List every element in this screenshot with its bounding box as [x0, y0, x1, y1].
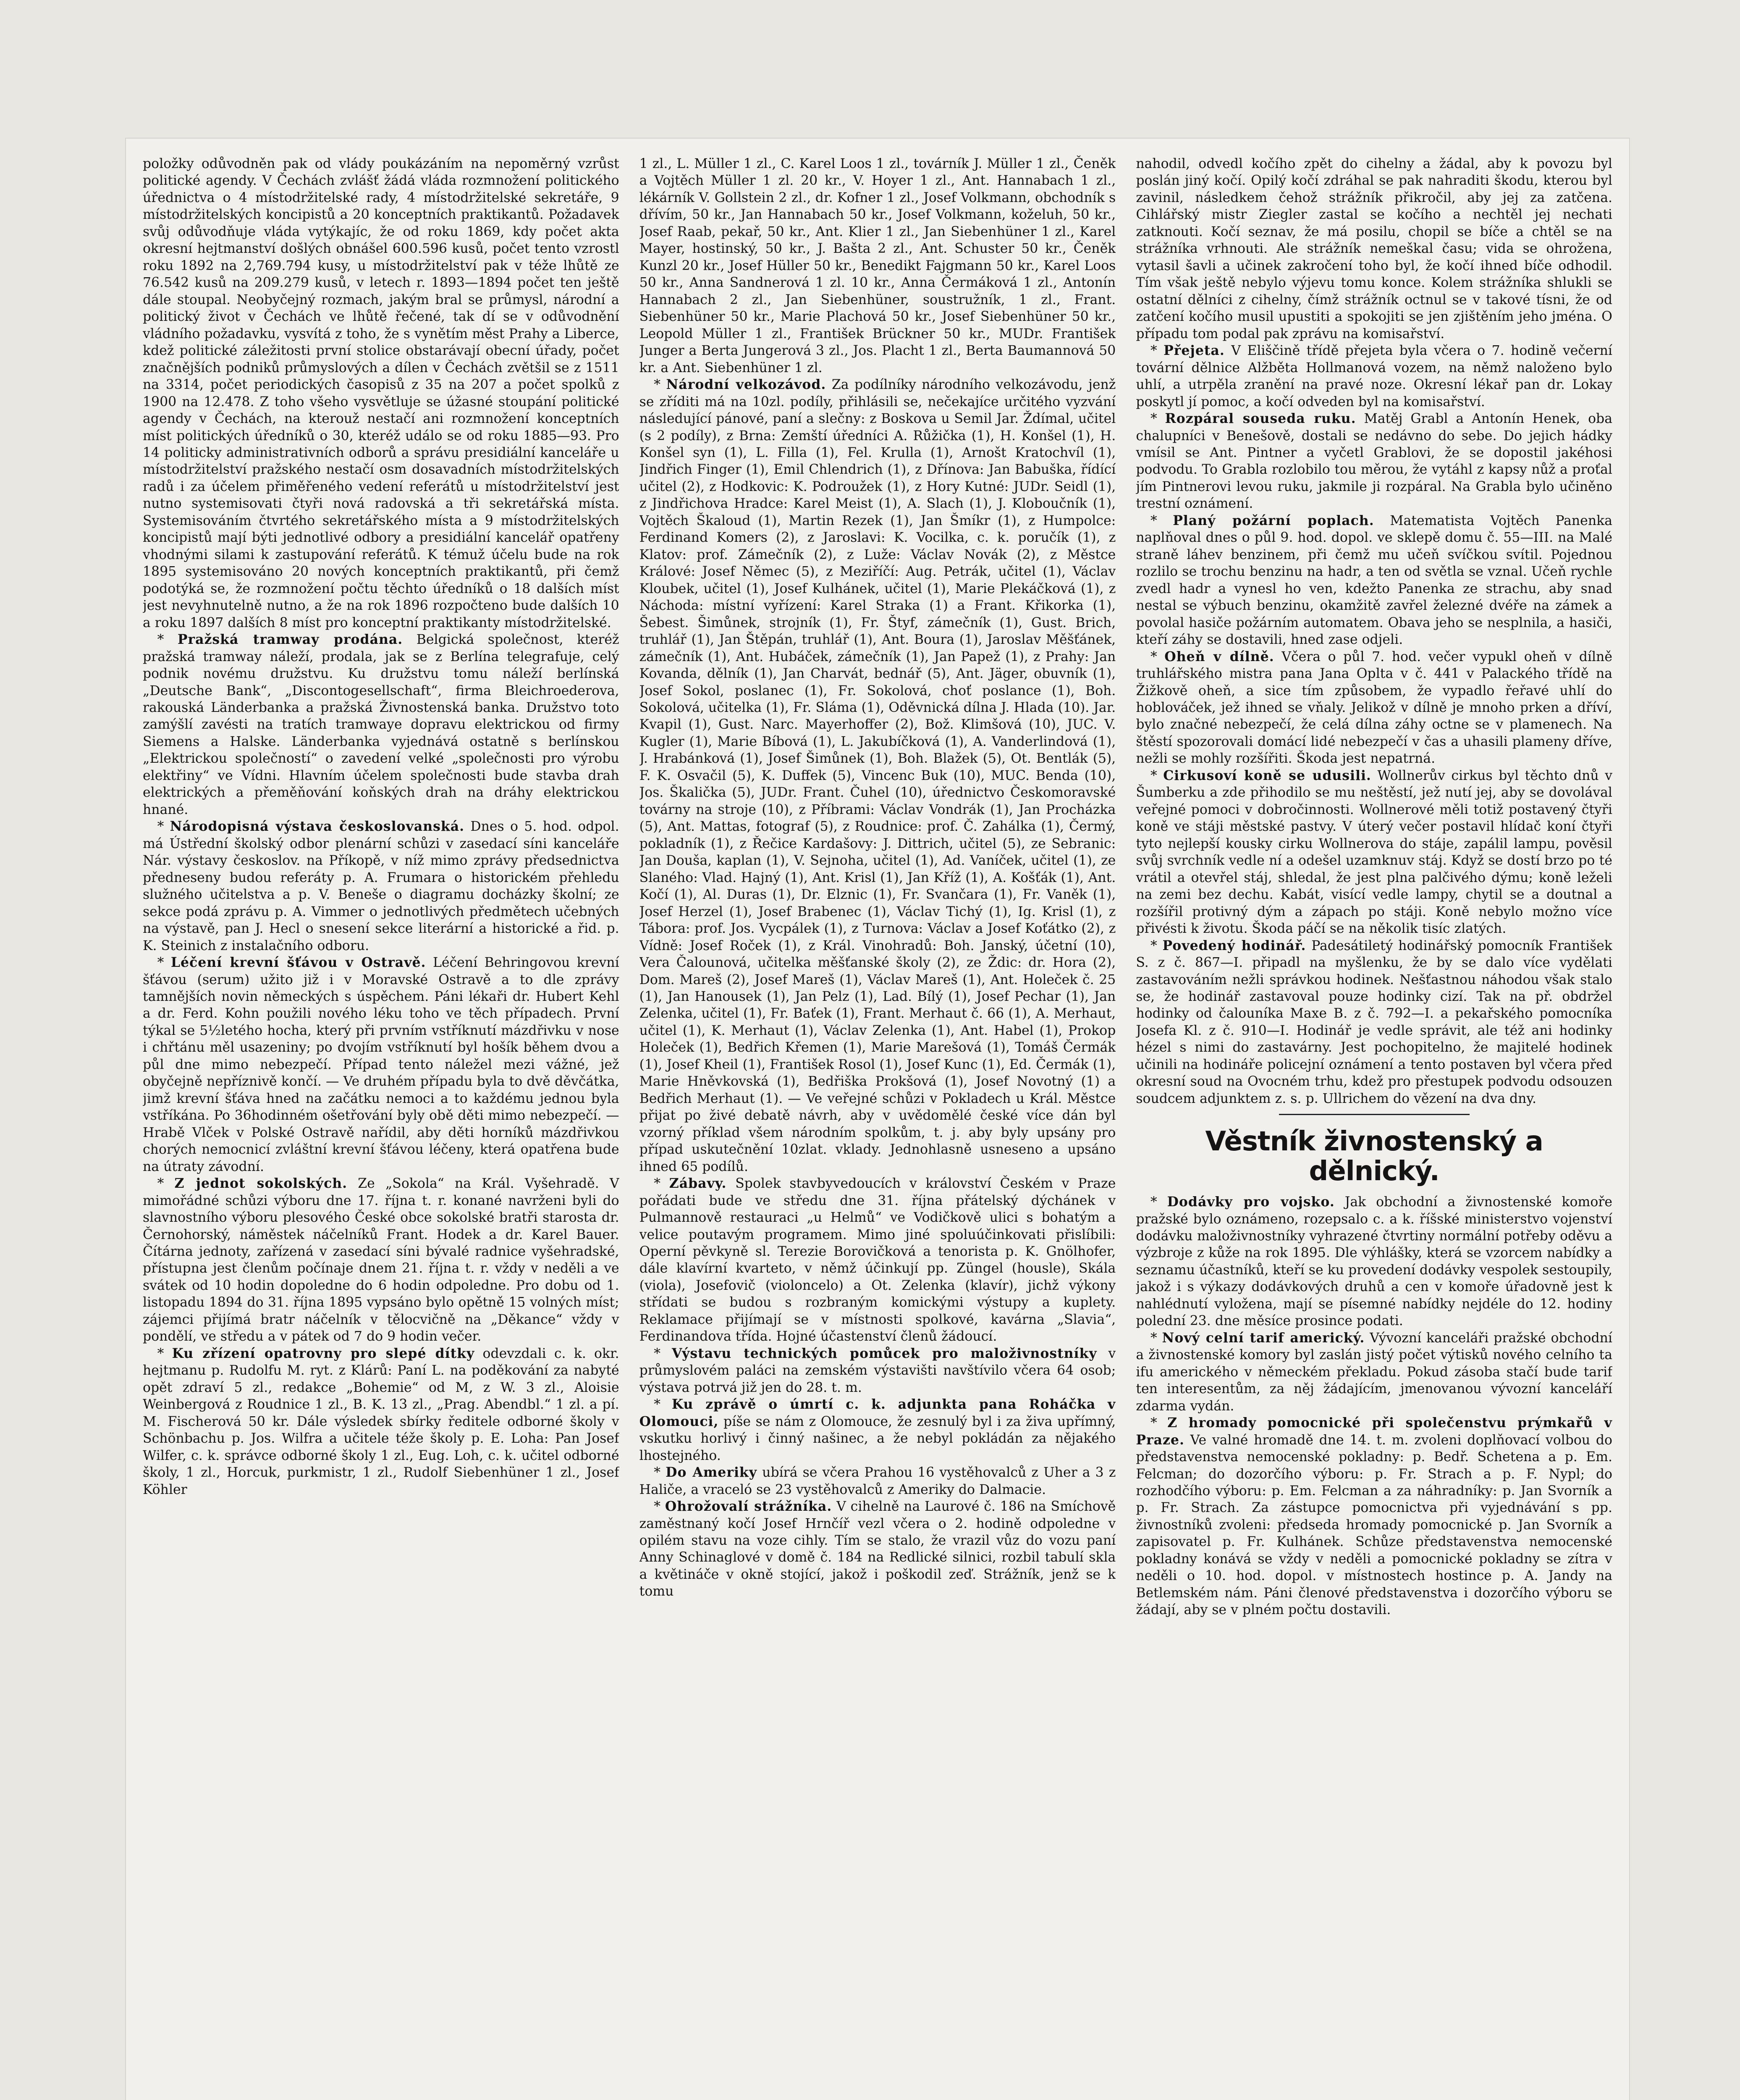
article-text: V cihelně na Laurové č. 186 na Smíchově zaměstnaný kočí Josef Hrnčíř vezl včera o 2. hodině odpoledne v opilém stavu na voze cihly. Tím se stalo, že vrazil vůz do vozu paní Anny Schinaglové v domě č. 184 na Redlické silnici, rozbil tabulí skla a květináče v okně stojící, jakož i poškodil zeď. Strážník, jenž se k tomu: [639, 1499, 1116, 1599]
article-paragraph: * Z hromady pomocnické při společenstvu prýmkařů v Praze. Ve valné hromadě dne 14. t. m. zvoleni doplňovací volbou do představenstva nemocenské pokladny: p. Bedř. Schetena a p. Em. Felcman; do dozorčího výboru: p. Fr. Strach a p. F. Nypl; do rozhodčího výboru: p. Em. Felcman a za náhradníky: p. Jan Svorník a p. Fr. Strach. Za zástupce pomocnictva při vyjednávání s pp. živnostníků zvoleni: předseda hromady pomocnické p. Jan Svorník a zapisovatel p. Fr. Kulhánek. Schůze představenstva nemocenské pokladny konává se vždy v neděli a pomocnické pokladny se zítra v neděli o 10. hod. dopol. v místnostech hostince p. A. Jandy na Betlemském nám. Páni členové představenstva i dozorčího výboru se žádají, aby se v plném počtu dostavili.: [1136, 1415, 1612, 1618]
article-text: Jak obchodní a živnostenské komoře pražské bylo oznámeno, rozepsalo c. a k. říšské ministerstvo vojenství dodávku maloživnostníky vyhrazené čtvrtiny normální potřeby oděvu a výzbroje z kůže na rok 1895. Dle výhlášky, která se vzorcem nabídky a seznamu účastníků, kteří se ku provedení dodávky vespolek sestoupily, jakož i s výkazy dodávkových druhů a cen v komoře úřadovně jest k nahlédnutí vyložena, mají se písemné nabídky nejdéle do 12. hodiny polední 23. dne měsíce prosince podati.: [1136, 1194, 1612, 1329]
article-paragraph: [639, 155, 1116, 376]
article-heading: Pražská tramway prodána.: [177, 632, 403, 648]
article-paragraph: * Do Ameriky ubírá se včera Prahou 16 vystěhovalců z Uher a 3 z Haliče, a vraceló se 23 vystěhovalců z Ameriky do Dalmacie.: [639, 1465, 1116, 1497]
article-paragraph: * Národní velkozávod. Za podílníky národního velkozávodu, jenž se zříditi má na 10zl. podíly, přihlásili se, nečekajíce určitého vyzvání následující pánové, paní a slečny: z Boskova u Semil Jar. Ždímal, učitel (s 2 podíly), z Brna: Zemští úředníci A. Růžička (1), H. Konšel (1), H. Konšel syn (1), L. Filla (1), Fel. Krulla (1), Arnošt Kratochvíl (1), Jindřich Finger (1), Emil Chlendrich (1), z Dřínova: Jan Babuška, řídící učitel (2), z Hodkovic: K. Podroužek (1), z Hory Kutné: JUDr. Seidl (1), z Jindřichova Hradce: Karel Meist (1), A. Slach (1), J. Kloboučník (1), Vojtěch Škaloud (1), Martin Rezek (1), Jan Šmíkr (1), z Humpolce: Ferdinand Komers (2), z Jaroslavi: K. Vocilka, c. k. poručík (1), z Klatov: prof. Zámečník (2), z Luže: Václav Novák (2), z Městce Králové: Josef Němec (5), z Meziříčí: Aug. Petrák, učitel (1), Václav Kloubek, učitel (1), Josef Kulhánek, učitel (1), Marie Plekáčková (1), z Náchoda: místní vyřízení: Karel Straka (1) a Frant. Křikorka (1), Šebest. Šimůnek, strojník (1), Fr. Štyf, zámečník (1), Gust. Brich, truhlář (1), Jan Štěpán, truhlář (1), Ant. Boura (1), Jaroslav Měšťánek, zámečník (1), Ant. Hubáček, zámečník (1), Jan Papež (1), z Prahy: Jan Kovanda, dělník (1), Jan Charvát, bednář (5), Ant. Jäger, obuvník (1), Josef Sokol, poslanec (1), Fr. Sokolová, choť poslance (1), Boh. Sokolová, učitelka (1), Fr. Sláma (1), Oděvnická dílna J. Hlada (10). Jar. Kvapil (1), Gust. Narc. Mayerhoffer (2), Bož. Klimšová (10), JUC. V. Kugler (1), Marie Bíbová (1), L. Jakubíčková (1), A. Vanderlindová (1), J. Hrabánková (1), Josef Šimůnek (1), Boh. Blažek (5), Ot. Bentlák (5), F. K. Osvačil (5), K. Duffek (5), Vincenc Buk (10), MUC. Benda (10), Jos. Škalička (5), JUDr. Frant. Čuhel (10), úřednictvo Českomoravské továrny na stroje (10), z Příbrami: Václav Vondrák (1), Jan Procházka (5), Ant. Mattas, fotograf (5), z Roudnice: prof. Č. Zahálka (1), Čermý, pokladník (1), z Řečice Kardašovy: J. Dittrich, učitel (5), ze Sebranic: Jan Douša, kaplan (1), V. Sejnoha, učitel (1), Ad. Vaníček, učitel (1), ze Slaného: Vlad. Hajný (1), Ant. Krisl (1), Jan Kříž (1), A. Košťák (1), Ant. Kočí (1), Al. Duras (1), Dr. Elznic (1), Fr. Svančara (1), Fr. Vaněk (1), Josef Herzel (1), Josef Brabenec (1), Václav Tichý (1), Ig. Krisl (1), z Tábora: prof. Jos. Vycpálek (1), z Turnova: Václav a Josef Koťátko (2), z Vídně: Josef Roček (1), z Král. Vinohradů: Boh. Janský, účetní (10), Vera Čalounová, učitelka měšťanské školy (2), ze Ždic: dr. Hora (2), Dom. Mareš (2), Josef Mareš (1), Václav Mareš (1), Ant. Holeček č. 25 (1), Jan Hanousek (1), Jan Pelz (1), Lad. Bílý (1), Josef Pechar (1), Jan Zelenka, učitel (1), Fr. Baťek (1), Frant. Merhaut č. 66 (1), A. Merhaut, učitel (1), K. Merhaut (1), Václav Zelenka (1), Ant. Habel (1), Prokop Holeček (1), Bedřich Křemen (1), Marie Marešová (1), Tomáš Čermák (1), Josef Kheil (1), František Rosol (1), Josef Kunc (1), Ed. Čermák (1), Marie Hněvkovská (1), Bedřiška Prokšová (1), Josef Novotný (1) a Bedřich Merhaut (1). — Ve veřejné schůzi v Pokladech u Král. Městce přijat po živé debatě návrh, aby v uvědomělé české více dán byl vzorný příklad všem národním spolkům, t. j. aby byly upsány pro případ uskutečnění 10zlat. vklady. Jednohlasně usneseno a upsáno ihned 65 podílů.: [639, 377, 1116, 1174]
article-paragraph: * Ku zřízení opatrovny pro slepé dítky odevzdali c. k. okr. hejtmanu p. Rudolfu M. ryt. z Klárů: Paní L. na poděkování za nabyté opět zdraví 5 zl., redakce „Bohemie“ od M, z W. 3 zl., Aloisie Weinbergová z Roudnice 1 zl., B. K. 13 zl., „Prag. Abendbl.“ 1 zl. a pí. M. Fischerová 50 kr. Dále výsledek sbírky ředitele odborné školy v Schönbachu p. Jos. Wilfra a učitele téže školy p. E. Loha: Pan Josef Wilfer, c. k. správce odborné školy 1 zl., Eug. Loh, c. k. učitel odborné školy, 1 zl., Horcuk, purkmistr, 1 zl., Rudolf Siebenhüner 1 zl., Josef Köhler: [143, 1345, 619, 1497]
article-text: Za podílníky národního velkozávodu, jenž se zříditi má na 10zl. podíly, přihlásili se, nečekajíce určitého vyzvání následující pánové, paní a slečny: z Boskova u Semil Jar. Ždímal, učitel (s 2 podíly), z Brna: Zemští úředníci A. Růžička (1), H. Konšel (1), H. Konšel syn (1), L. Filla (1), Fel. Krulla (1), Arnošt Kratochvíl (1), Jindřich Finger (1), Emil Chlendrich (1), z Dřínova: Jan Babuška, řídící učitel (2), z Hodkovic: K. Podroužek (1), z Hory Kutné: JUDr. Seidl (1), z Jindřichova Hradce: Karel Meist (1), A. Slach (1), J. Kloboučník (1), Vojtěch Škaloud (1), Martin Rezek (1), Jan Šmíkr (1), z Humpolce: Ferdinand Komers (2), z Jaroslavi: K. Vocilka, c. k. poručík (1), z Klatov: prof. Zámečník (2), z Luže: Václav Novák (2), z Městce Králové: Josef Němec (5), z Meziříčí: Aug. Petrák, učitel (1), Václav Kloubek, učitel (1), Josef Kulhánek, učitel (1), Marie Plekáčková (1), z Náchoda: místní vyřízení: Karel Straka (1) a Frant. Křikorka (1), Šebest. Šimůnek, strojník (1), Fr. Štyf, zámečník (1), Gust. Brich, truhlář (1), Jan Štěpán, truhlář (1), Ant. Boura (1), Jaroslav Měšťánek, zámečník (1), Ant. Hubáček, zámečník (1), Jan Papež (1), z Prahy: Jan Kovanda, dělník (1), Jan Charvát, bednář (5), Ant. Jäger, obuvník (1), Josef Sokol, poslanec (1), Fr. Sokolová, choť poslance (1), Boh. Sokolová, učitelka (1), Fr. Sláma (1), Oděvnická dílna J. Hlada (10). Jar. Kvapil (1), Gust. Narc. Mayerhoffer (2), Bož. Klimšová (10), JUC. V. Kugler (1), Marie Bíbová (1), L. Jakubíčková (1), A. Vanderlindová (1), J. Hrabánková (1), Josef Šimůnek (1), Boh. Blažek (5), Ot. Bentlák (5), F. K. Osvačil (5), K. Duffek (5), Vincenc Buk (10), MUC. Benda (10), Jos. Škalička (5), JUDr. Frant. Čuhel (10), úřednictvo Českomoravské továrny na stroje (10), z Příbrami: Václav Vondrák (1), Jan Procházka (5), Ant. Mattas, fotograf (5), z Roudnice: prof. Č. Zahálka (1), Čermý, pokladník (1), z Řečice Kardašovy: J. Dittrich, učitel (5), ze Sebranic: Jan Douša, kaplan (1), V. Sejnoha, učitel (1), Ad. Vaníček, učitel (1), ze Slaného: Vlad. Hajný (1), Ant. Krisl (1), Jan Kříž (1), A. Košťák (1), Ant. Kočí (1), Al. Duras (1), Dr. Elznic (1), Fr. Svančara (1), Fr. Vaněk (1), Josef Herzel (1), Josef Brabenec (1), Václav Tichý (1), Ig. Krisl (1), z Tábora: prof. Jos. Vycpálek (1), z Turnova: Václav a Josef Koťátko (2), z Vídně: Josef Roček (1), z Král. Vinohradů: Boh. Janský, účetní (10), Vera Čalounová, učitelka měšťanské školy (2), ze Ždic: dr. Hora (2), Dom. Mareš (2), Josef Mareš (1), Václav Mareš (1), Ant. Holeček č. 25 (1), Jan Hanousek (1), Jan Pelz (1), Lad. Bílý (1), Josef Pechar (1), Jan Zelenka, učitel (1), Fr. Baťek (1), Frant. Merhaut č. 66 (1), A. Merhaut, učitel (1), K. Merhaut (1), Václav Zelenka (1), Ant. Habel (1), Prokop Holeček (1), Bedřich Křemen (1), Marie Marešová (1), Tomáš Čermák (1), Josef Kheil (1), František Rosol (1), Josef Kunc (1), Ed. Čermák (1), Marie Hněvkovská (1), Bedřiška Prokšová (1), Josef Novotný (1) a Bedřich Merhaut (1). — Ve veřejné schůzi v Pokladech u Král. Městce přijat po živé debatě návrh, aby v uvědomělé české více dán byl vzorný příklad všem národním spolkům, t. j. aby byly upsány pro případ uskutečnění 10zlat. vklady. Jednohlasně usneseno a upsáno ihned 65 podílů.: [639, 377, 1116, 1174]
article-text: položky odůvodněn pak od vlády poukázáním na nepoměrný vzrůst politické agendy. V Čechách zvlášť žádá vláda rozmnožení politického úřednictva o 4 místodržitelské rady, 4 místodržitelské sekretáře, 9 místodržitelských koncipistů a 20 konceptních praktikantů. Požadavek svůj odůvodňuje vláda vytýkajíc, že od roku 1869, kdy počet akta okresní hejtmanství došlých obnášel 600.596 kusů, počet tento vzrostl roku 1892 na 2,769.794 kusy, u místodržitelství pak v téže lhůtě ze 76.542 kusů na 209.279 kusů, v letech r. 1893—1894 počet ten ještě dále stoupal. Neobyčejný rozmach, jakým bral se průmysl, národní a politický život v Čechách ve lhůtě řečené, tak dí se v odůvodnění vládního požadavku, vysvítá z toho, že s vynětím měst Prahy a Liberce, kdež politické záležitosti první stolice obstarávají obecní úřady, počet značnějších podniků průmyslových a dílen v Čechách zvětšil se z 1511 na 3314, počet periodických časopisů z 35 na 207 a počet spolků z 1900 na 12.478. Z toho všeho vysvětluje se úžasné stoupání politické agendy v Čechách, na kterouž nestačí ani rozmnožení konceptních míst politických úředníků o 30, kteréž událo se od roku 1885—93. Pro 14 politicky administrativních odborů a správu presidiální kanceláře u místodržitelství pražského nestačí osm dosavadních místodržitelských radů i za účelem přiměřeného vedení referátů u místodržitelství jest nutno systemisovati čtyři nová radovská a tři sekretářská místa. Systemisováním čtvrtého sekretářského místa a 9 místodržitelských koncipistů mají býti jednotlivé odbory a presidiální kancelář opatřeny vhodnými silami k zastupování referátů. K témuž účelu bude na rok 1895 systemisováno 20 nových konceptních praktikantů, při čemž podotýká se, že rozmnožení počtu těchto úředníků o 18 dalších míst jest nevyhnutelně nutno, a že na rok 1896 rozpočteno bude dalších 10 a roku 1897 dalších 8 míst pro konceptní praktikanty místodržitelské.: [143, 156, 619, 630]
column-right-articles: [1136, 155, 1612, 1107]
article-text: v průmyslovém paláci na zemském výstavišti navštívilo včera 64 osob; výstava potrvá již jen do 28. t. m.: [639, 1346, 1116, 1395]
article-text: Léčení Behringovou krevní šťávou (serum) užito již i v Moravské Ostravě a to dle zprávy tamnějších novin německých s úspěchem. Páni lékaři dr. Hubert Kehl a dr. Ferd. Kohn použili nového léku toho ve těch případech. První týkal se 5½letého hocha, který při prvním vstříknutí mázdřivku v nose i chřtánu měl usazeniny; po dvojím vstříknutí byl hošík během dvou a půl dne mimo nebezpečí. Případ tento náležel mezi vážné, jež obyčejně nepříznivě končí. — Ve druhém případu byla to dvě děvčátka, jimž krevní šťáva hned na začátku nemoci a to každému jednou byla vstříkána. Po 36hodinném ošetřování byly obě děti mimo nebezpečí. — Hrabě Vlček v Polské Ostravě nařídil, aby děti horníků mázdřivkou chorých nemocnicí zvláštní krevní šťávou léčeny, která opatřena bude na útraty závodní.: [143, 955, 619, 1174]
newspaper-page: [126, 139, 1629, 2100]
article-heading: Národní velkozávod.: [666, 377, 826, 393]
article-paragraph: * Oheň v dílně. Včera o půl 7. hod. večer vypukl oheň v dílně truhlářského mistra pana Jana Oplta v č. 441 v Palackého třídě na Žižkově oheň, a sice tím způsobem, že vypadlo řeřavé uhlí do hoblováček, jež ihned se vňaly. Jelikož v dílně je mnoho prken a dříví, bylo značné nebezpečí, že celá dílna záhy octne se v plamenech. Na štěstí spozorovali domácí lidé nebezpečí v čas a uhasili plameny dříve, nežli se mohly rozšířiti. Škoda jest nepatrná.: [1136, 648, 1612, 766]
article-paragraph: * Výstavu technických pomůcek pro maloživnostníky v průmyslovém paláci na zemském výstavišti navštívilo včera 64 osob; výstava potrvá již jen do 28. t. m.: [639, 1345, 1116, 1395]
article-heading: Ku zprávě o úmrtí c. k. adjunkta pana Roháčka v Olomouci,: [639, 1396, 1116, 1429]
article-text: Ve valné hromadě dne 14. t. m. zvoleni doplňovací volbou do představenstva nemocenské pokladny: p. Bedř. Schetena a p. Em. Felcman; do dozorčího výboru: p. Fr. Strach a p. F. Nypl; do rozhodčího výboru: p. Em. Felcman a za náhradníky: p. Jan Svorník a p. Fr. Strach. Za zástupce pomocnictva při vyjednávání s pp. živnostníků zvoleni: předseda hromady pomocnické p. Jan Svorník a zapisovatel p. Fr. Kulhánek. Schůze představenstva nemocenské pokladny konává se vždy v neděli a pomocnické pokladny se zítra v neděli o 10. hod. dopol. v místnostech hostince p. A. Jandy na Betlemském nám. Páni členové představenstva i dozorčího výboru se žádají, aby se v plném počtu dostavili.: [1136, 1432, 1612, 1618]
article-text: Wollnerův cirkus byl těchto dnů v Šumberku a zde přihodilo se mu neštěstí, jež nutí jej, aby se dovolával veřejné pomoci v dobročinnosti. Wollnerové měli totiž postavený čtyři koně ve stáji městské pastvy. V úterý večer postavil hlídač koní čtyři tyto nejlepší kousky cirku Wollnerova do stáje, zapálil lampu, pověsil svůj svrchník vedle ní a odešel uzamknuv stáj. Když se dostí brzo po té vrátil a otevřel stáj, shledal, že jest plna palčivého dýmu; koně leželi na zemi bez dechu. Kabát, visící vedle lampy, chytil se a doutnal a rozšířil protivný dým a zápach po stáji. Koně nebylo možno více přivésti k životu. Škoda páčí se na několik tisíc zlatých.: [1136, 768, 1612, 937]
article-heading: Zábavy.: [669, 1176, 727, 1192]
article-heading: Nový celní tarif americký.: [1162, 1330, 1365, 1346]
article-heading: Přejeta.: [1163, 343, 1225, 359]
article-text: Ze „Sokola“ na Král. Vyšehradě. V mimořádné schůzi výboru dne 17. října t. r. konané navrženi byli do slavnostního výboru plesového České obce sokolské bratři starosta dr. Černohorský, náměstek náčelníků Frant. Hodek a dr. Karel Bauer. Čítárna jednoty, zařízená v zasedací síni bývalé radnice vyšehradské, přístupna jest členům počínaje dnem 21. října t. r. vždy v neděli a ve svátek od 10 hodin dopoledne do 6 hodin odpoledne. Pro dobu od 1. listopadu 1894 do 31. října 1895 vypsáno bylo opětně 15 volných míst; zájemci přijímá bratr náčelník v tělocvičně na „Děkance“ vždy v pondělí, ve středu a v pátek od 7 do 9 hodin večer.: [143, 1176, 619, 1344]
article-heading: Cirkusoví koně se udusili.: [1163, 767, 1371, 783]
article-text: Vývozní kanceláři pražské obchodní a živnostenské komory byl zaslán jistý počet výtisků nového celního ta ifu amerického v německém překladu. Pokud zásoba stačí bude tarif ten interesentům, za něj žádajícím, jmenovanou vývozní kanceláří zdarma vydán.: [1136, 1330, 1612, 1414]
article-paragraph: * Národopisná výstava českoslovanská. Dnes o 5. hod. odpol. má Ústřední školský odbor plenární schůzi v zasedací síni kanceláře Nár. výstavy českoslov. na Příkopě, v níž mimo zprávy předsednictva předneseny budou referáty p. A. Frumara o historickém přehledu služného učitelstva a p. V. Beneše o diagramu docházky školní; ze sekce podá zprávu p. A. Vimmer o jednotlivých předmětech učebných na výstavě, pan J. Hecl o snesení sekce literární a historické a řid. p. K. Steinich z instalačního odboru.: [143, 819, 619, 953]
article-paragraph: * Ohrožovalí strážníka. V cihelně na Laurové č. 186 na Smíchově zaměstnaný kočí Josef Hrnčíř vezl včera o 2. hodině odpoledne v opilém stavu na voze cihly. Tím se stalo, že vrazil vůz do vozu paní Anny Schinaglové v domě č. 184 na Redlické silnici, rozbil tabulí skla a květináče v okně stojící, jakož i poškodil zeď. Strážník, jenž se k tomu: [639, 1499, 1116, 1599]
article-paragraph: * Cirkusoví koně se udusili. Wollnerův cirkus byl těchto dnů v Šumberku a zde přihodilo se mu neštěstí, jež nutí jej, aby se dovolával veřejné pomoci v dobročinnosti. Wollnerové měli totiž postavený čtyři koně ve stáji městské pastvy. V úterý večer postavil hlídač koní čtyři tyto nejlepší kousky cirku Wollnerova do stáje, zapálil lampu, pověsil svůj svrchník vedle ní a odešel uzamknuv stáj. Když se dostí brzo po té vrátil a otevřel stáj, shledal, že jest plna palčivého dýmu; koně leželi na zemi bez dechu. Kabát, visící vedle lampy, chytil se a doutnal a rozšířil protivný dým a zápach po stáji. Koně nebylo možno více přivésti k životu. Škoda páčí se na několik tisíc zlatých.: [1136, 767, 1612, 937]
article-heading: Z hromady pomocnické při společenstvu prýmkařů v Praze.: [1136, 1415, 1612, 1448]
article-paragraph: * Zábavy. Spolek stavbyvedoucích v království Českém v Praze pořádati bude ve středu dne 31. října přátelský dýchánek v Pulmannově restauraci „u Helmů“ ve Vodičkově ulici s bohatým a velice poutavým programem. Mimo jiné spoluúčinkovati přislíbili: Operní pěvkyně sl. Terezie Borovičková a tenorista p. K. Gnölhofer, dále klavírní kvarteto, v němž účinkují pp. Züngel (housle), Skála (viola), Josefovič (violoncelo) a Ot. Zelenka (klavír), jichž výkony střídati se budou s rozbraným komickými výstupy a kuplety. Reklamace přijímají se v místnosti spolkové, kavárna „Slavia“, Ferdinandova třída. Hojné účastenství členů žádoucí.: [639, 1176, 1116, 1344]
article-text: V Eliščině třídě přejeta byla včera o 7. hodině večerní tovární dělnice Alžběta Hollmanová vozem, na němž naloženo bylo uhlí, a utrpěla zranění na pravé noze. Okresní lékař pan dr. Lokay poskytl jí pomoc, a kočí odveden byl na komisařství.: [1136, 343, 1612, 410]
article-heading: Do Ameriky: [666, 1465, 757, 1480]
column-right: [1136, 155, 1612, 2100]
article-paragraph: * Nový celní tarif americký. Vývozní kanceláři pražské obchodní a živnostenské komory byl zaslán jistý počet výtisků nového celního ta ifu amerického v německém překladu. Pokud zásoba stačí bude tarif ten interesentům, za něj žádajícím, jmenovanou vývozní kanceláří zdarma vydán.: [1136, 1330, 1612, 1414]
article-heading: Léčení krevní šťávou v Ostravě.: [170, 955, 426, 971]
article-heading: Z jednot sokolských.: [174, 1176, 348, 1192]
text-columns: [143, 155, 1612, 2100]
article-paragraph: [1136, 155, 1612, 342]
article-heading: Výstavu technických pomůcek pro maloživnostníky: [671, 1345, 1097, 1361]
section-divider: [1279, 1114, 1470, 1115]
article-paragraph: * Povedený hodinář. Padesátiletý hodinářský pomocník František S. z č. 867—I. připadl na myšlenku, že by se dalo více vydělati zastavováním nežli správkou hodinek. Nešťastnou náhodou však stalo se, že hodinář zastavoval pouze hodinky cizí. Tak na př. obdržel hodinky od čalouníka Maxe B. z č. 792—I. a pekařského pomocníka Josefa Kl. z č. 910—I. Hodinář je vedle správit, ale též ani hodinky hézel s nimi do zastavárny. Jest pochopitelno, že majitelé hodinek učinili na hodináře policejní oznámení a tento postaven byl včera před okresní soud na Ovocném trhu, kdež pro přestupek podvodu odsouzen soudcem adjunktem z. s. p. Ullrichem do vězení na dva dny.: [1136, 937, 1612, 1106]
article-heading: Ohrožovalí strážníka.: [665, 1499, 832, 1515]
article-text: Padesátiletý hodinářský pomocník František S. z č. 867—I. připadl na myšlenku, že by se dalo více vydělati zastavováním nežli správkou hodinek. Nešťastnou náhodou však stalo se, že hodinář zastavoval pouze hodinky cizí. Tak na př. obdržel hodinky od čalouníka Maxe B. z č. 792—I. a pekařského pomocníka Josefa Kl. z č. 910—I. Hodinář je vedle správit, ale též ani hodinky hézel s nimi do zastavárny. Jest pochopitelno, že majitelé hodinek učinili na hodináře policejní oznámení a tento postaven byl včera před okresní soud na Ovocném trhu, kdež pro přestupek podvodu odsouzen soudcem adjunktem z. s. p. Ullrichem do vězení na dva dny.: [1136, 938, 1612, 1106]
article-paragraph: * Ku zprávě o úmrtí c. k. adjunkta pana Roháčka v Olomouci, píše se nám z Olomouce, že zesnulý byl i za živa upřímný, vskutku horlivý i činný našinec, a že nebyl pokládán za nějakého lhostejného.: [639, 1396, 1116, 1463]
article-paragraph: [143, 155, 619, 631]
article-text: Včera o půl 7. hod. večer vypukl oheň v dílně truhlářského mistra pana Jana Oplta v č. 441 v Palackého třídě na Žižkově oheň, a sice tím způsobem, že vypadlo řeřavé uhlí do hoblováček, jež ihned se vňaly. Jelikož v dílně je mnoho prken a dříví, bylo značné nebezpečí, že celá dílna záhy octne se v plamenech. Na štěstí spozorovali domácí lidé nebezpečí v čas a uhasili plameny dříve, nežli se mohly rozšířiti. Škoda jest nepatrná.: [1136, 649, 1612, 766]
article-text: Dnes o 5. hod. odpol. má Ústřední školský odbor plenární schůzi v zasedací síni kanceláře Nár. výstavy českoslov. na Příkopě, v níž mimo zprávy předsednictva předneseny budou referáty p. A. Frumara o historickém přehledu služného učitelstva a p. V. Beneše o diagramu docházky školní; ze sekce podá zprávu p. A. Vimmer o jednotlivých předmětech učebných na výstavě, pan J. Hecl o snesení sekce literární a historické a řid. p. K. Steinich z instalačního odboru.: [143, 819, 619, 953]
article-paragraph: * Léčení krevní šťávou v Ostravě. Léčení Behringovou krevní šťávou (serum) užito již i v Moravské Ostravě a to dle zprávy tamnějších novin německých s úspěchem. Páni lékaři dr. Hubert Kehl a dr. Ferd. Kohn použili nového léku toho ve těch případech. První týkal se 5½letého hocha, který při prvním vstříknutí mázdřivku v nose i chřtánu měl usazeniny; po dvojím vstříknutí byl hošík během dvou a půl dne mimo nebezpečí. Případ tento náležel mezi vážné, jež obyčejně nepříznivě končí. — Ve druhém případu byla to dvě děvčátka, jimž krevní šťáva hned na začátku nemoci a to každému jednou byla vstříkána. Po 36hodinném ošetřování byly obě děti mimo nebezpečí. — Hrabě Vlček v Polské Ostravě nařídil, aby děti horníků mázdřivkou chorých nemocnicí zvláštní krevní šťávou léčeny, která opatřena bude na útraty závodní.: [143, 955, 619, 1174]
column-left: [143, 155, 619, 2100]
article-heading: Dodávky pro vojsko.: [1167, 1194, 1335, 1210]
article-heading: Povedený hodinář.: [1162, 937, 1306, 953]
article-paragraph: * Planý požární poplach. Matematista Vojtěch Panenka naplňoval dnes o půl 9. hod. dopol. ve sklepě domu č. 55—III. na Malé straně láhev benzinem, při čemž mu učeň svíčkou svítil. Pojednou rozlilo se trochu benzinu na hadr, a ten od světla se vznal. Učeň rychle zvedl hadr a vynesl ho ven, kdežto Panenka ze strachu, aby snad nestal se výbuch benzinu, okamžitě zavřel železné dvéře na zámek a povolal hasiče požárním automatem. Obava jeho se nesplnila, a hasiči, kteří záhy se dostavili, hned zase odjeli.: [1136, 512, 1612, 648]
article-heading: Národopisná výstava českoslovanská.: [170, 819, 465, 835]
article-paragraph: * Pražská tramway prodána. Belgická společnost, kteréž pražská tramway náleží, prodala, jak se z Berlína telegrafuje, celý podnik novému družstvu. Ku družstvu tomu náleží berlínská „Deutsche Bank“, „Discontogesellschaft“, firma Bleichroederova, rakouská Länderbanka a pražská Živnostenská banka. Družstvo toto zamýšlí zavésti na tratích tramwaye dopravu elektrickou od firmy Siemens a Halske. Länderbanka vyjednává ostatně s berlínskou „Elektrickou společností“ o zavedení velké „společnosti pro výrobu elektřiny“ ve Vídni. Hlavním účelem společnosti bude stavba drah elektrických a přeměňování koňských drah na dráhy elektrickou hnané.: [143, 632, 619, 817]
article-heading: Ku zřízení opatrovny pro slepé dítky: [172, 1345, 475, 1361]
article-heading: Planý požární poplach.: [1173, 512, 1374, 528]
column-middle: [639, 155, 1116, 2100]
article-text: Matematista Vojtěch Panenka naplňoval dnes o půl 9. hod. dopol. ve sklepě domu č. 55—III. na Malé straně láhev benzinem, při čemž mu učeň svíčkou svítil. Pojednou rozlilo se trochu benzinu na hadr, a ten od světla se vznal. Učeň rychle zvedl hadr a vynesl ho ven, kdežto Panenka ze strachu, aby snad nestal se výbuch benzinu, okamžitě zavřel železné dvéře na zámek a povolal hasiče požárním automatem. Obava jeho se nesplnila, a hasiči, kteří záhy se dostavili, hned zase odjeli.: [1136, 513, 1612, 648]
article-heading: Rozpáral souseda ruku.: [1165, 411, 1356, 427]
article-text: píše se nám z Olomouce, že zesnulý byl i za živa upřímný, vskutku horlivý i činný našinec, a že nebyl pokládán za nějakého lhostejného.: [639, 1414, 1116, 1463]
article-heading: Oheň v dílně.: [1164, 648, 1274, 664]
article-paragraph: * Z jednot sokolských. Ze „Sokola“ na Král. Vyšehradě. V mimořádné schůzi výboru dne 17. října t. r. konané navrženi byli do slavnostního výboru plesového České obce sokolské bratři starosta dr. Černohorský, náměstek náčelníků Frant. Hodek a dr. Karel Bauer. Čítárna jednoty, zařízená v zasedací síni bývalé radnice vyšehradské, přístupna jest členům počínaje dnem 21. října t. r. vždy v neděli a ve svátek od 10 hodin dopoledne do 6 hodin odpoledne. Pro dobu od 1. listopadu 1894 do 31. října 1895 vypsáno bylo opětně 15 volných míst; zájemci přijímá bratr náčelník v tělocvičně na „Děkance“ vždy v pondělí, ve středu a v pátek od 7 do 9 hodin večer.: [143, 1176, 619, 1344]
article-paragraph: * Dodávky pro vojsko. Jak obchodní a živnostenské komoře pražské bylo oznámeno, rozepsalo c. a k. říšské ministerstvo vojenství dodávku maloživnostníky vyhrazené čtvrtiny normální potřeby oděvu a výzbroje z kůže na rok 1895. Dle výhlášky, která se vzorcem nabídky a seznamu účastníků, kteří se ku provedení dodávky vespolek sestoupily, jakož i s výkazy dodávkových druhů a cen v komoře úřadovně jest k nahlédnutí vyložena, mají se písemné nabídky nejdéle do 12. hodiny polední 23. dne měsíce prosince podati.: [1136, 1194, 1612, 1329]
article-text: Spolek stavbyvedoucích v království Českém v Praze pořádati bude ve středu dne 31. října přátelský dýchánek v Pulmannově restauraci „u Helmů“ ve Vodičkově ulici s bohatým a velice poutavým programem. Mimo jiné spoluúčinkovati přislíbili: Operní pěvkyně sl. Terezie Borovičková a tenorista p. K. Gnölhofer, dále klavírní kvarteto, v němž účinkují pp. Züngel (housle), Skála (viola), Josefovič (violoncelo) a Ot. Zelenka (klavír), jichž výkony střídati se budou s rozbraným komickými výstupy a kuplety. Reklamace přijímají se v místnosti spolkové, kavárna „Slavia“, Ferdinandova třída. Hojné účastenství členů žádoucí.: [639, 1176, 1116, 1344]
section-title-trade-news: Věstník živnostenský a dělnický.: [1205, 1126, 1543, 1187]
article-paragraph: * Přejeta. V Eliščině třídě přejeta byla včera o 7. hodině večerní tovární dělnice Alžběta Hollmanová vozem, na němž naloženo bylo uhlí, a utrpěla zranění na pravé noze. Okresní lékař pan dr. Lokay poskytl jí pomoc, a kočí odveden byl na komisařství.: [1136, 343, 1612, 410]
article-text: Belgická společnost, kteréž pražská tramway náleží, prodala, jak se z Berlína telegrafuje, celý podnik novému družstvu. Ku družstvu tomu náleží berlínská „Deutsche Bank“, „Discontogesellschaft“, firma Bleichroederova, rakouská Länderbanka a pražská Živnostenská banka. Družstvo toto zamýšlí zavésti na tratích tramwaye dopravu elektrickou od firmy Siemens a Halske. Länderbanka vyjednává ostatně s berlínskou „Elektrickou společností“ o zavedení velké „společnosti pro výrobu elektřiny“ ve Vídni. Hlavním účelem společnosti bude stavba drah elektrických a přeměňování koňských drah na dráhy elektrickou hnané.: [143, 632, 619, 817]
article-text: Matěj Grabl a Antonín Henek, oba chalupníci v Benešově, dostali se nedávno do sebe. Do jejich hádky vmísil se Ant. Pintner a vyčetl Grablovi, že se dopostil jakéhosi podvodu. To Grabla rozlobilo tou měrou, že vytáhl z kapsy nůž a proťal jím Pintnerovi levou ruku, jakmile ji rozpáral. Na Grabla bylo učiněno trestní oznámení.: [1136, 411, 1612, 512]
article-paragraph: * Rozpáral souseda ruku. Matěj Grabl a Antonín Henek, oba chalupníci v Benešově, dostali se nedávno do sebe. Do jejich hádky vmísil se Ant. Pintner a vyčetl Grablovi, že se dopostil jakéhosi podvodu. To Grabla rozlobilo tou měrou, že vytáhl z kapsy nůž a proťal jím Pintnerovi levou ruku, jakmile ji rozpáral. Na Grabla bylo učiněno trestní oznámení.: [1136, 411, 1612, 512]
column-right-trade-articles: [1136, 1194, 1612, 1619]
article-text: ubírá se včera Prahou 16 vystěhovalců z Uher a 3 z Haliče, a vraceló se 23 vystěhovalců z Ameriky do Dalmacie.: [639, 1465, 1116, 1497]
article-text: 1 zl., L. Müller 1 zl., C. Karel Loos 1 zl., továrník J. Müller 1 zl., Čeněk a Vojtěch Müller 1 zl. 20 kr., V. Hoyer 1 zl., Ant. Hannabach 1 zl., lékárník V. Gollstein 2 zl., dr. Kofner 1 zl., Josef Volkmann, obchodník s dřívím, 50 kr., Jan Hannabach 50 kr., Josef Volkmann, koželuh, 50 kr., Josef Raab, pekař, 50 kr., Ant. Klier 1 zl., Jan Siebenhüner 1 zl., Karel Mayer, hostinský, 50 kr., J. Bašta 2 zl., Ant. Schuster 50 kr., Čeněk Kunzl 20 kr., Josef Hüller 50 kr., Benedikt Fajgmann 50 kr., Karel Loos 50 kr., Anna Sandnerová 1 zl. 10 kr., Anna Čermáková 1 zl., Antonín Hannabach 2 zl., Jan Siebenhüner, soustružník, 1 zl., Frant. Siebenhüner 50 kr., Marie Plachová 50 kr., Josef Siebenhüner 50 kr., Leopold Müller 1 zl., František Brückner 50 kr., MUDr. František Junger a Berta Jungerová 3 zl., Jos. Placht 1 zl., Berta Baumannová 50 kr. a Ant. Siebenhüner 1 zl.: [639, 156, 1116, 375]
article-text: nahodil, odvedl kočího zpět do cihelny a žádal, aby k povozu byl poslán jiný kočí. Opilý kočí zdráhal se pak nahraditi škodu, kterou byl zavinil, následkem čehož strážník přikročil, aby jej za zatčena. Cihlářský mistr Ziegler zastal se kočího a nechtěl jej nechati zatknouti. Kočí seznav, že má posilu, chopil se bíče a chtěl se na strážníka vrhnouti. Ale strážník nemeškal času; vida se ohrožena, vytasil šavli a učinek zakročení toho byl, že kočí ihned bíče odhodil. Tím však ještě nebylo výjevu tomu konce. Kolem strážníka shlukli se ostatní dělníci z cihelny, čímž strážník octnul se v takové tísni, že od zatčení kočího musil upustiti a spokojiti se jen zjištěním jeho jména. O případu tom podal pak zprávu na komisařství.: [1136, 156, 1612, 341]
article-text: odevzdali c. k. okr. hejtmanu p. Rudolfu M. ryt. z Klárů: Paní L. na poděkování za nabyté opět zdraví 5 zl., redakce „Bohemie“ od M, z W. 3 zl., Aloisie Weinbergová z Roudnice 1 zl., B. K. 13 zl., „Prag. Abendbl.“ 1 zl. a pí. M. Fischerová 50 kr. Dále výsledek sbírky ředitele odborné školy v Schönbachu p. Jos. Wilfra a učitele téže školy p. E. Loha: Pan Josef Wilfer, c. k. správce odborné školy 1 zl., Eug. Loh, c. k. učitel odborné školy, 1 zl., Horcuk, purkmistr, 1 zl., Rudolf Siebenhüner 1 zl., Josef Köhler: [143, 1346, 619, 1497]
